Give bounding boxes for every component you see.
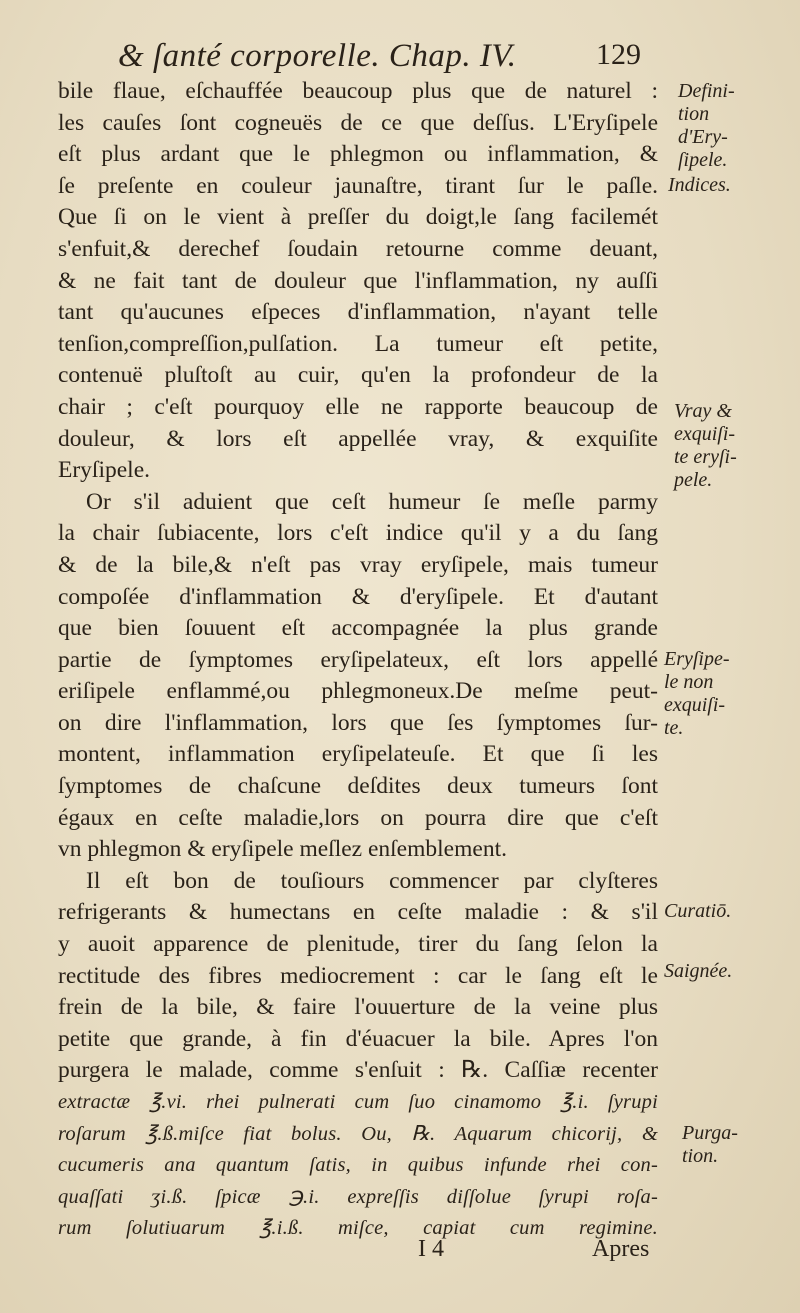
text-line: eſt plus ardant que le phlegmon ou inflammation, & — [58, 141, 658, 168]
text-line: Or s'il aduient que ceſt humeur ſe meſle parmy — [86, 488, 658, 515]
signature-mark: I 4 — [418, 1236, 444, 1262]
text-line: douleur, & lors eſt appellée vray, & exquiſite — [58, 425, 658, 452]
text-line: extractæ ℥.vi. rhei pulnerati cum ſuo cinamomo ℥.i. ſyrupi — [58, 1091, 658, 1113]
text-line: ſe preſente en couleur jaunaſtre, tirant ſur le paſle. — [58, 172, 658, 199]
text-line: contenuë pluſtoſt au cuir, qu'en la profondeur de la — [58, 362, 658, 389]
text-line: vn phlegmon & eryſipele meſlez enſemblement. — [58, 836, 507, 863]
text-line: frein de la bile, & faire l'ouuerture de la veine plus — [58, 994, 658, 1021]
margin-note-bleeding: Saignée. — [664, 960, 733, 982]
margin-note-indices: Indices. — [668, 174, 731, 196]
text-line: cucumeris ana quantum ſatis, in quibus infunde rhei con- — [58, 1154, 658, 1177]
text-line: partie de ſymptomes eryſipelateux, eſt lors appellé — [58, 646, 658, 673]
text-line: bile flaue, eſchauffée beaucoup plus que de naturel : — [58, 78, 658, 104]
running-head: & ſanté corporelle. Chap. IV. — [118, 38, 517, 74]
text-line: ſymptomes de chaſcune deſdites deux tumeurs ſont — [58, 773, 658, 800]
text-line: Eryſipele. — [58, 457, 151, 484]
body-text — [58, 76, 658, 1245]
text-line: montent, inflammation eryſipelateuſe. Et que ſi les — [58, 741, 658, 768]
text-line: quaſſati ʒi.ß. ſpicæ ℈.i. expreſſis diſſolue ſyrupi roſa- — [58, 1185, 658, 1208]
text-line: tant qu'aucunes eſpeces d'inflammation, n'ayant telle — [58, 299, 658, 326]
margin-note-true-erysipelas: Vray & exquiſi- te eryſi- pele. — [674, 400, 737, 491]
text-line: compoſée d'inflammation & d'eryſipele. Et d'autant — [58, 583, 658, 610]
text-line: Que ſi on le vient à preſſer du doigt,le ſang facilemét — [58, 204, 658, 231]
catchword: Apres — [592, 1236, 650, 1262]
text-line: & de la bile,& n'eſt pas vray eryſipele, mais tumeur — [58, 551, 658, 578]
text-line: les cauſes ſont cogneuës de ce que deſſus. L'Eryſipele — [58, 109, 658, 136]
margin-note-purgation: Purga- tion. — [682, 1122, 738, 1167]
text-line: roſarum ℥.ß.miſce fiat bolus. Ou, ℞. Aquarum chicorij, & — [58, 1122, 658, 1145]
text-line: Il eſt bon de touſiours commencer par clyſteres — [86, 867, 658, 894]
text-line: s'enfuit,& derechef ſoudain retourne comme deuant, — [58, 235, 658, 262]
text-line: & ne fait tant de douleur que l'inflammation, ny auſſi — [58, 267, 658, 294]
text-line: que bien ſouuent eſt accompagnée la plus grande — [58, 615, 658, 642]
text-line: petite que grande, à fin d'éuacuer la bile. Apres l'on — [58, 1025, 658, 1052]
margin-note-curation: Curatiō. — [664, 900, 732, 922]
text-line: chair ; c'eſt pourquoy elle ne rapporte beaucoup de — [58, 393, 658, 420]
margin-note-definition: Defini- tion d'Ery- ſipele. — [678, 80, 735, 171]
text-line: eriſipele enflammé,ou phlegmoneux.De meſme peut- — [58, 678, 658, 705]
text-line: tenſion,compreſſion,pulſation. La tumeur eſt petite, — [58, 330, 658, 357]
text-line: la chair ſubiacente, lors c'eſt indice qu'il y a du ſang — [58, 520, 658, 547]
text-line: rum ſolutiuarum ℥.i.ß. miſce, capiat cum regimine. — [58, 1217, 658, 1240]
page-number: 129 — [596, 38, 641, 71]
text-line: on dire l'inflammation, lors que ſes ſymptomes ſur- — [58, 709, 658, 736]
text-line: égaux en ceſte maladie,lors on pourra dire que c'eſt — [58, 804, 658, 831]
margin-note-false-erysipelas: Eryſipe- le non exquiſi- te. — [664, 648, 730, 739]
text-line: rectitude des fibres mediocrement : car le ſang eſt le — [58, 962, 658, 989]
text-line: y auoit apparence de plenitude, tirer du ſang ſelon la — [58, 931, 658, 958]
text-line: purgera le malade, comme s'enſuit : ℞. Caſſiæ recenter — [58, 1057, 658, 1084]
text-line: refrigerants & humectans en ceſte maladie : & s'il — [58, 899, 658, 926]
